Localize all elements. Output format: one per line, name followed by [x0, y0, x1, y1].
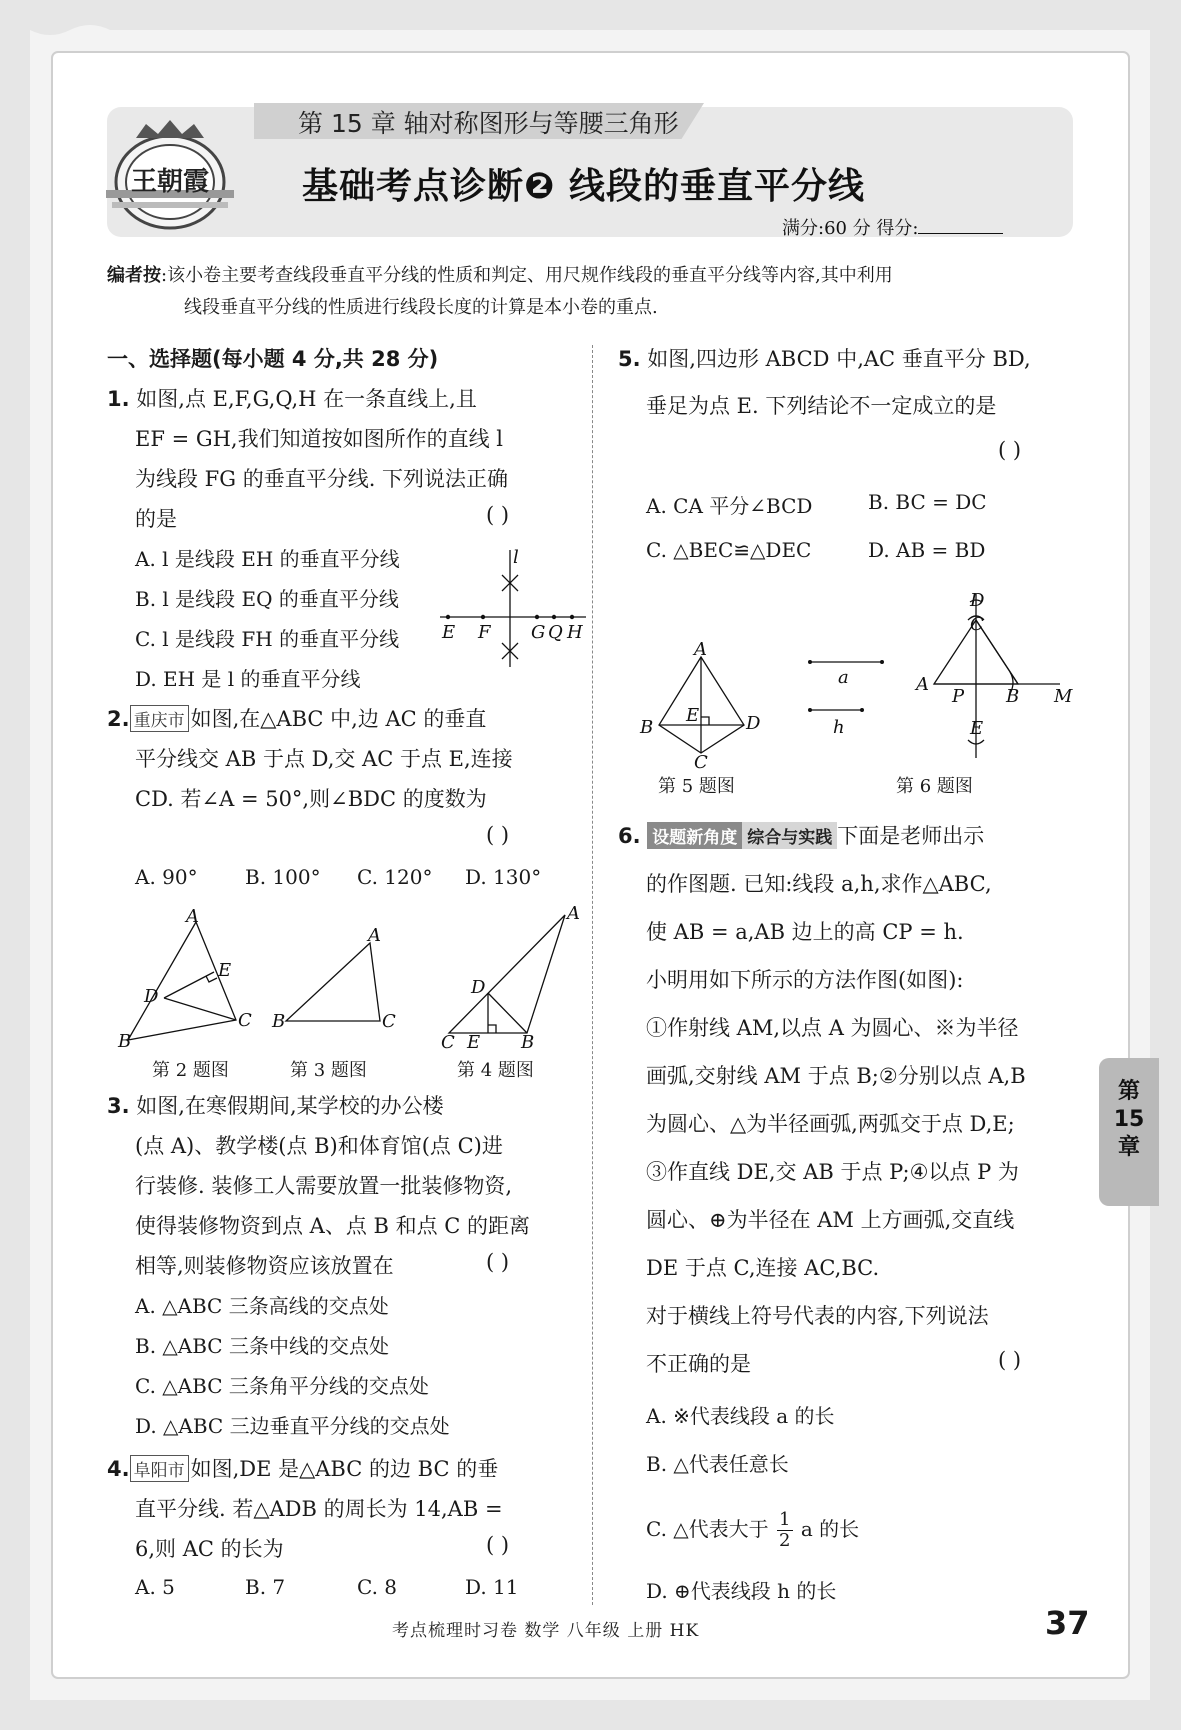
q6-badge-practice: 综合与实践 [742, 822, 837, 849]
q6-text-7: 为圆心、△为半径画弧,两弧交于点 D,E; [646, 1112, 1015, 1136]
q2-text-1: 如图,在△ABC 中,边 AC 的垂直 [190, 707, 487, 731]
q4-figure [435, 903, 585, 1053]
fig3-label-b: B [272, 1011, 286, 1032]
q1-text-1: 如图,点 E,F,G,Q,H 在一条直线上,且 [136, 387, 477, 411]
q4-option-b[interactable]: B. 7 [245, 1575, 286, 1599]
q2-source-tag: 重庆市 [130, 705, 189, 732]
fig2-label-d: D [144, 986, 159, 1007]
q2-segment-dc [164, 998, 236, 1020]
footer-text: 考点梳理时习卷 数学 八年级 上册 HK [392, 1621, 700, 1641]
svg-text:王朝霞: 王朝霞 [130, 167, 210, 197]
fraction-one-half [777, 1510, 792, 1551]
q4-source-tag: 阜阳市 [130, 1455, 189, 1482]
q5-option-c[interactable]: C. △BEC≌△DEC [646, 538, 812, 562]
segments-a-h [800, 650, 900, 750]
fig6-label-m: M [1054, 686, 1073, 707]
fig3-label-c: C [382, 1011, 396, 1032]
side-tab-line-2: 15 [1113, 1107, 1145, 1132]
q1-point-q [552, 615, 556, 619]
q2-option-d[interactable]: D. 130° [465, 865, 542, 889]
q2-option-b[interactable]: B. 100° [245, 865, 321, 889]
q6-text-10: DE 于点 C,连接 AC,BC. [646, 1256, 880, 1280]
segment-label-a: a [838, 667, 849, 688]
q3-text-3: 行装修. 装修工人需要放置一批装修物资, [135, 1174, 513, 1198]
q3-text-5: 相等,则装修物资应该放置在 [135, 1254, 394, 1278]
q1-option-a[interactable]: A. l 是线段 EH 的垂直平分线 [135, 547, 400, 571]
q5-text-2: 垂足为点 E. 下列结论不一定成立的是 [646, 394, 997, 418]
q6-line-1 [618, 820, 984, 850]
q3-figure [270, 925, 400, 1035]
q4-option-a[interactable]: A. 5 [135, 1575, 175, 1599]
q6-text-9: 圆心、⊕为半径在 AM 上方画弧,交直线 [646, 1208, 1015, 1232]
fraction-denominator: 2 [779, 1530, 791, 1551]
q1-text-2: EF = GH,我们知道按如图所作的直线 l [135, 427, 504, 451]
fig6-label-d: D [970, 590, 985, 611]
editor-line-2: 线段垂直平分线的性质进行线段长度的计算是本小卷的重点. [184, 297, 658, 318]
q1-figure [440, 545, 588, 670]
q6-text-2: 的作图题. 已知:线段 a,h,求作△ABC, [646, 872, 992, 896]
q5-option-b[interactable]: B. BC = DC [868, 490, 987, 514]
fig4-label-c: C [441, 1032, 455, 1053]
page-number: 37 [1045, 1604, 1090, 1642]
caption-fig2: 第 2 题图 [152, 1060, 229, 1081]
fraction-numerator: 1 [779, 1509, 791, 1530]
q6-text-8: ③作直线 DE,交 AB 于点 P;④以点 P 为 [646, 1160, 1019, 1184]
q6-text-12: 不正确的是 [646, 1352, 751, 1376]
q1-point-g [535, 615, 539, 619]
q6-option-d[interactable]: D. ⊕代表线段 h 的长 [646, 1579, 837, 1603]
q2-option-a[interactable]: A. 90° [135, 865, 198, 889]
segment-label-h: h [833, 717, 845, 738]
q1-label-e: E [442, 622, 456, 643]
q1-label-h: H [567, 622, 583, 643]
q3-number: 3. [107, 1094, 130, 1118]
q6-answer-paren[interactable]: ( ) [998, 1348, 1022, 1372]
fig6-label-e: E [970, 718, 984, 739]
q5-text-1: 如图,四边形 ABCD 中,AC 垂直平分 BD, [647, 347, 1031, 371]
caption-fig5: 第 5 题图 [658, 776, 735, 797]
q5-number: 5. [618, 347, 641, 371]
q2-number: 2. [107, 707, 130, 731]
q2-option-c[interactable]: C. 120° [357, 865, 433, 889]
q6-option-b[interactable]: B. △代表任意长 [646, 1452, 789, 1476]
q1-number: 1. [107, 387, 130, 411]
fig3-label-a: A [368, 925, 381, 946]
fig5-label-c: C [694, 752, 708, 773]
q4-text-3: 6,则 AC 的长为 [135, 1537, 284, 1561]
fig6-label-b: B [1006, 686, 1020, 707]
q1-point-e [446, 615, 450, 619]
q3-option-c[interactable]: C. △ABC 三条角平分线的交点处 [135, 1374, 429, 1398]
q5-option-a[interactable]: A. CA 平分∠BCD [646, 494, 813, 518]
q6-text-4: 小明用如下所示的方法作图(如图): [646, 968, 964, 992]
fig2-label-a: A [186, 906, 199, 927]
chapter-title: 第 15 章 轴对称图形与等腰三角形 [298, 109, 679, 138]
q1-label-f: F [478, 622, 491, 643]
chapter-side-tab[interactable] [1099, 1058, 1159, 1206]
fig4-label-a: A [567, 903, 580, 924]
q1-option-b[interactable]: B. l 是线段 EQ 的垂直平分线 [135, 587, 399, 611]
q3-option-a[interactable]: A. △ABC 三条高线的交点处 [135, 1294, 389, 1318]
q6-option-c[interactable] [646, 1510, 859, 1551]
q6-figure [910, 590, 1080, 765]
score-text: 满分:60 分 得分: [782, 218, 919, 239]
q2-text-3: CD. 若∠A = 50°,则∠BDC 的度数为 [135, 787, 487, 811]
q4-number: 4. [107, 1457, 130, 1481]
q5-figure [636, 639, 766, 773]
q4-option-d[interactable]: D. 11 [465, 1575, 519, 1599]
fig6-label-a: A [916, 674, 929, 695]
q4-segment-db [488, 993, 527, 1033]
q4-text-2: 直平分线. 若△ADB 的周长为 14,AB = [135, 1497, 503, 1521]
editor-line-1: :该小卷主要考查线段垂直平分线的性质和判定、用尺规作线段的垂直平分线等内容,其中利用 [161, 265, 893, 286]
side-tab-line-3: 章 [1117, 1135, 1140, 1160]
q6-text-6: 画弧,交射线 AM 于点 B;②分别以点 A,B [646, 1064, 1026, 1088]
column-divider [592, 345, 593, 1605]
score-line [782, 214, 1003, 240]
q1-text-3: 为线段 FG 的垂直平分线. 下列说法正确 [135, 467, 509, 491]
q6-option-a[interactable]: A. ※代表线段 a 的长 [646, 1404, 835, 1428]
section-heading: 一、选择题(每小题 4 分,共 28 分) [107, 347, 439, 371]
q1-label-l: l [513, 547, 519, 568]
q6-text-1: 下面是老师出示 [837, 824, 985, 848]
q3-text-2: (点 A)、教学楼(点 B)和体育馆(点 C)进 [135, 1134, 503, 1158]
q1-label-q: Q [548, 622, 563, 643]
q4-line-1 [107, 1453, 498, 1483]
q1-label-g: G [531, 622, 546, 643]
q3-answer-paren[interactable]: ( ) [486, 1250, 510, 1274]
q5-line-1 [618, 343, 1031, 373]
q4-option-c[interactable]: C. 8 [357, 1575, 398, 1599]
caption-fig3: 第 3 题图 [290, 1060, 367, 1081]
q2-line-1 [107, 703, 486, 733]
editor-label: 编者按 [107, 265, 161, 286]
q6-text-11: 对于横线上符号代表的内容,下列说法 [646, 1304, 989, 1328]
fig5-label-a: A [694, 639, 707, 660]
q1-answer-paren[interactable]: ( ) [486, 503, 510, 527]
q2-text-2: 平分线交 AB 于点 D,交 AC 于点 E,连接 [135, 747, 513, 771]
q3-option-b[interactable]: B. △ABC 三条中线的交点处 [135, 1334, 389, 1358]
caption-fig4: 第 4 题图 [457, 1060, 534, 1081]
fig6-label-p: P [952, 686, 965, 707]
q1-point-h [570, 615, 574, 619]
q6-text-5: ①作射线 AM,以点 A 为圆心、※为半径 [646, 1016, 1019, 1040]
fig6-label-c: C [970, 614, 984, 635]
q1-line-1 [107, 383, 477, 413]
q3-line-1 [107, 1090, 444, 1120]
q3-text-4: 使得装修物资到点 A、点 B 和点 C 的距离 [135, 1214, 531, 1238]
q5-answer-paren[interactable]: ( ) [998, 438, 1022, 462]
fig4-label-b: B [521, 1032, 535, 1053]
q6-text-3: 使 AB = a,AB 边上的高 CP = h. [646, 920, 964, 944]
fig4-label-d: D [471, 977, 486, 998]
q2-answer-paren[interactable]: ( ) [486, 823, 510, 847]
q6-option-c-text: C. △代表大于 [646, 1517, 769, 1541]
q1-point-f [481, 615, 485, 619]
fig2-label-b: B [118, 1031, 132, 1052]
fig5-label-b: B [640, 717, 654, 738]
q6-number: 6. [618, 824, 641, 848]
score-blank[interactable] [918, 219, 1003, 234]
q6-option-c-tail: a 的长 [800, 1517, 860, 1541]
page-title: 基础考点诊断❷ 线段的垂直平分线 [302, 166, 866, 207]
caption-fig6: 第 6 题图 [896, 776, 973, 797]
side-tab-line-1: 第 [1117, 1079, 1140, 1104]
q1-option-c[interactable]: C. l 是线段 FH 的垂直平分线 [135, 627, 400, 651]
fig2-label-e: E [218, 960, 232, 981]
q1-text-4: 的是 [135, 507, 177, 531]
editor-note [107, 260, 1077, 324]
q3-text-1: 如图,在寒假期间,某学校的办公楼 [136, 1094, 444, 1118]
fig2-label-c: C [238, 1010, 252, 1031]
q6-badge-new-angle: 设题新角度 [647, 822, 742, 849]
fig5-label-e: E [686, 705, 700, 726]
brand-seal-logo [106, 116, 234, 236]
q3-option-d[interactable]: D. △ABC 三边垂直平分线的交点处 [135, 1414, 450, 1438]
q1-option-d[interactable]: D. EH 是 l 的垂直平分线 [135, 667, 361, 691]
fig5-label-d: D [746, 713, 761, 734]
fig4-label-e: E [467, 1032, 481, 1053]
q4-text-1: 如图,DE 是△ABC 的边 BC 的垂 [190, 1457, 499, 1481]
q2-figure [118, 906, 258, 1052]
q5-option-d[interactable]: D. AB = BD [868, 538, 986, 562]
q4-answer-paren[interactable]: ( ) [486, 1533, 510, 1557]
